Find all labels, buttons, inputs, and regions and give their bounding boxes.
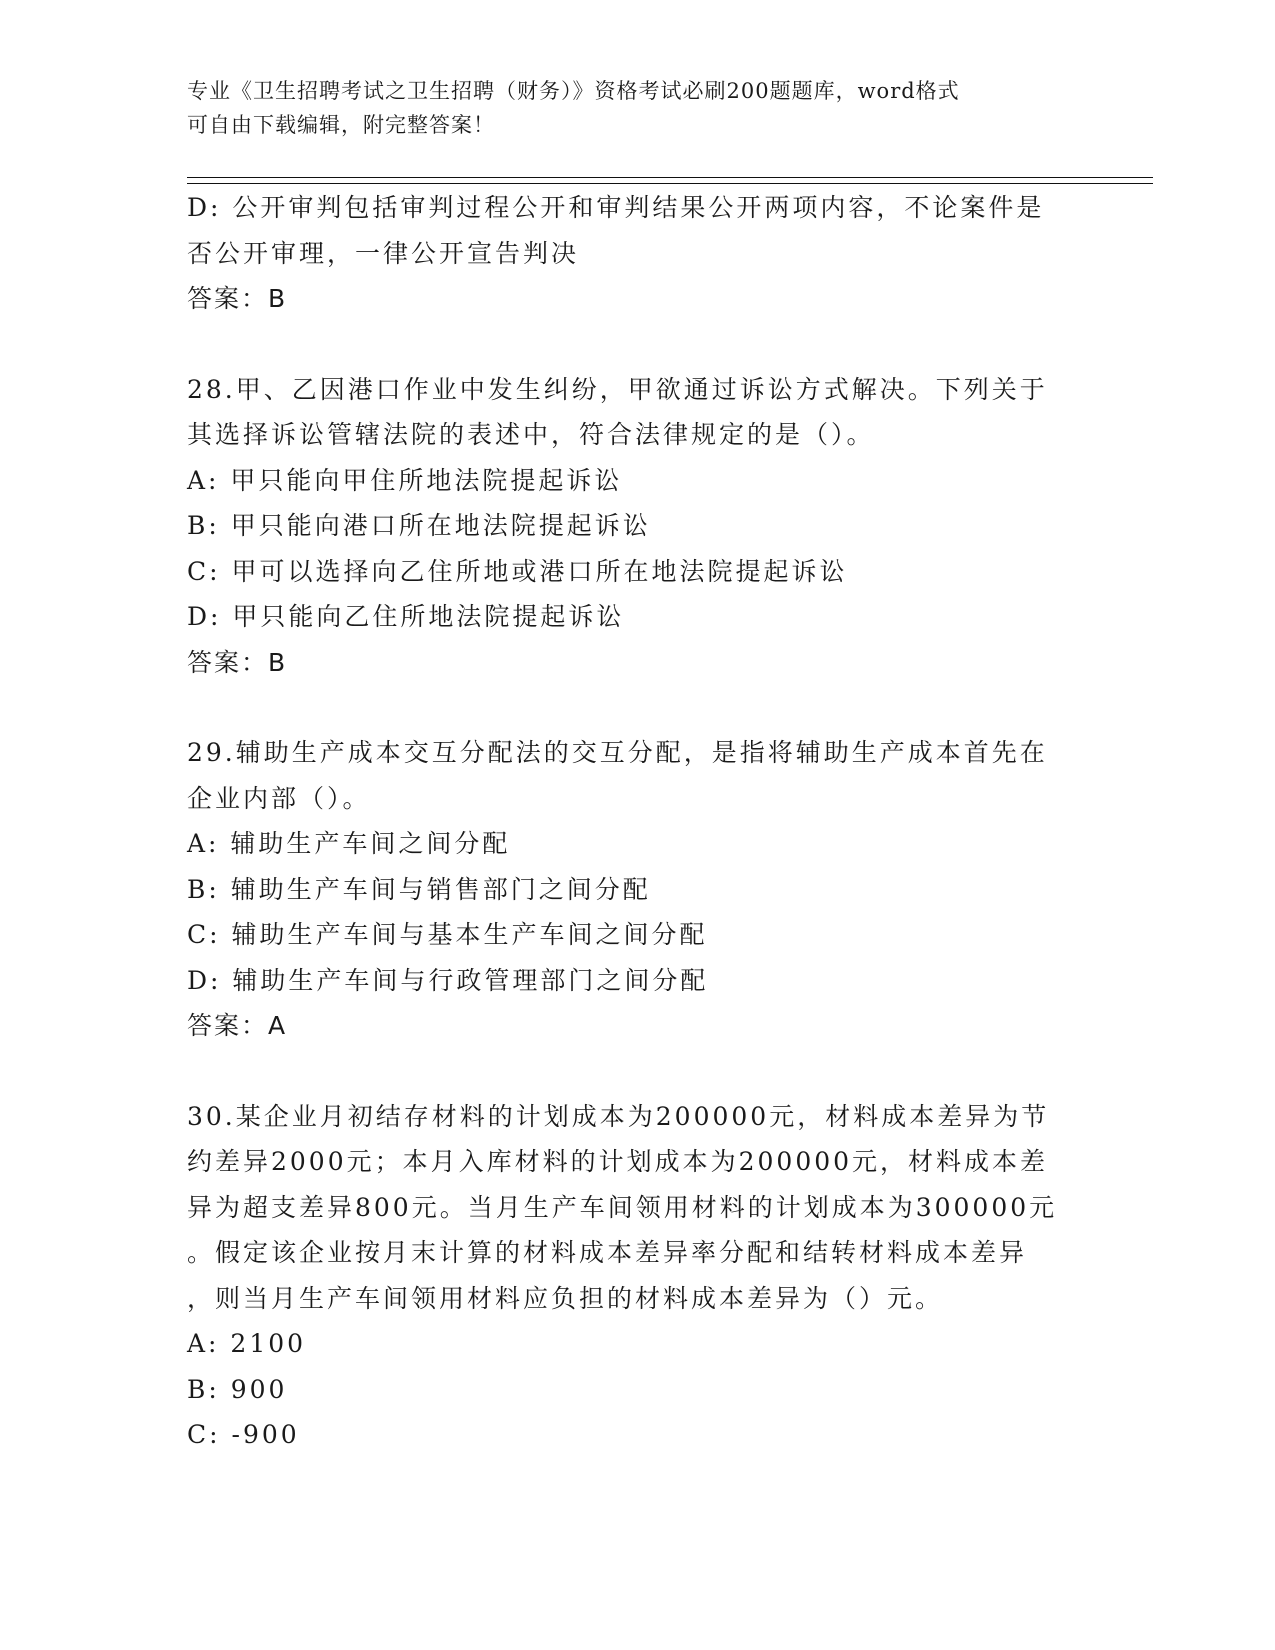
question-block-29 bbox=[187, 730, 1087, 1049]
option-line: 否公开审理，一律公开宣告判决 bbox=[187, 238, 580, 268]
option-line: D: 公开审判包括审判过程公开和审判结果公开两项内容，不论案件是 bbox=[187, 193, 1045, 222]
document-header bbox=[187, 74, 1067, 142]
spacer bbox=[187, 1049, 1087, 1094]
question-text: 30.某企业月初结存材料的计划成本为200000元，材料成本差异为节 bbox=[187, 1101, 1050, 1131]
question-text: 29.辅助生产成本交互分配法的交互分配，是指将辅助生产成本首先在 bbox=[187, 738, 1048, 767]
question-block-28 bbox=[187, 367, 1087, 686]
header-divider-bottom bbox=[187, 183, 1153, 184]
answer-line: 答案：A bbox=[187, 1011, 288, 1040]
option-b: B: 甲只能向港口所在地法院提起诉讼 bbox=[187, 511, 651, 540]
option-a: A: 甲只能向甲住所地法院提起诉讼 bbox=[187, 465, 623, 495]
answer-line: 答案：B bbox=[187, 647, 288, 677]
option-c: C: 甲可以选择向乙住所地或港口所在地法院提起诉讼 bbox=[187, 556, 848, 586]
header-line-1: 专业《卫生招聘考试之卫生招聘（财务）》资格考试必刷200题题库，word格式 bbox=[187, 79, 960, 103]
option-b: B: 辅助生产车间与销售部门之间分配 bbox=[187, 874, 651, 904]
spacer bbox=[187, 322, 1087, 367]
question-text: ，则当月生产车间领用材料应负担的材料成本差异为（）元。 bbox=[187, 1283, 944, 1313]
question-block-30 bbox=[187, 1094, 1087, 1458]
option-c: C: 辅助生产车间与基本生产车间之间分配 bbox=[187, 920, 708, 949]
answer-line: 答案：B bbox=[187, 284, 288, 313]
option-d: D: 辅助生产车间与行政管理部门之间分配 bbox=[187, 965, 709, 995]
spacer bbox=[187, 685, 1087, 730]
option-a: A: 辅助生产车间之间分配 bbox=[187, 829, 511, 858]
option-d: D: 甲只能向乙住所地法院提起诉讼 bbox=[187, 602, 625, 631]
question-text: 约差异2000元；本月入库材料的计划成本为200000元，材料成本差 bbox=[187, 1147, 1049, 1176]
question-block-27 bbox=[187, 185, 1087, 322]
option-b: B: 900 bbox=[187, 1374, 288, 1404]
option-c: C: -900 bbox=[187, 1420, 300, 1449]
header-line-2: 可自由下载编辑，附完整答案！ bbox=[187, 113, 495, 137]
question-text: 。假定该企业按月末计算的材料成本差异率分配和结转材料成本差异 bbox=[187, 1238, 1028, 1267]
question-text: 企业内部（）。 bbox=[187, 783, 371, 813]
question-text: 其选择诉讼管辖法院的表述中，符合法律规定的是（）。 bbox=[187, 420, 875, 449]
document-body bbox=[187, 185, 1087, 1458]
header-divider-top bbox=[187, 177, 1153, 178]
option-a: A: 2100 bbox=[187, 1329, 307, 1358]
question-text: 异为超支差异800元。当月生产车间领用材料的计划成本为300000元 bbox=[187, 1192, 1058, 1222]
question-text: 28.甲、乙因港口作业中发生纠纷，甲欲通过诉讼方式解决。下列关于 bbox=[187, 374, 1048, 404]
